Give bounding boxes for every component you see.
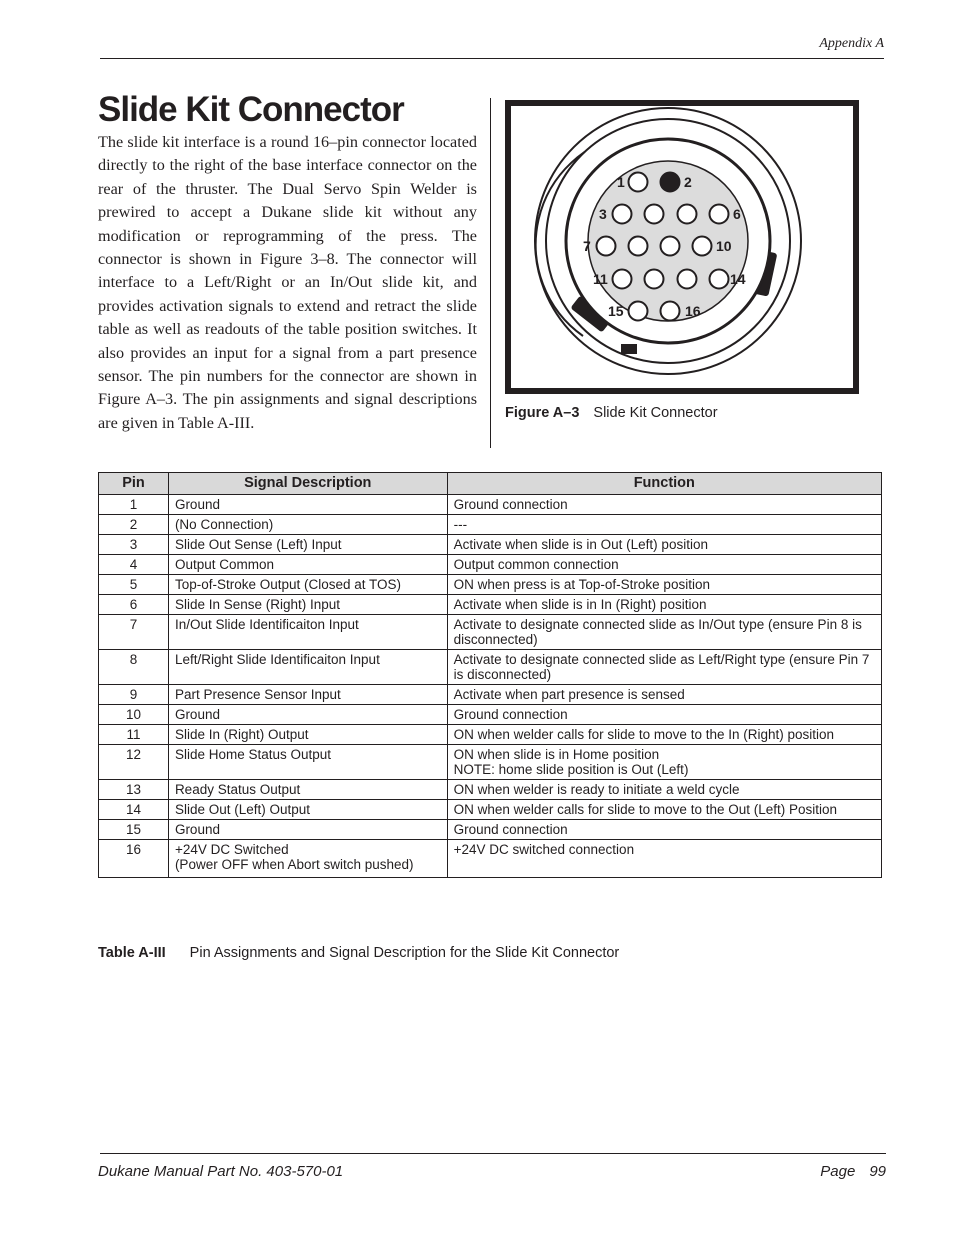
function-cell: Ground connection bbox=[447, 705, 881, 725]
connector-figure bbox=[505, 100, 859, 394]
signal-cell: Ground bbox=[168, 705, 447, 725]
pin-cell: 4 bbox=[99, 555, 169, 575]
signal-cell: Slide Out (Left) Output bbox=[168, 800, 447, 820]
table-row bbox=[99, 615, 882, 650]
pin-label-16: 16 bbox=[685, 303, 701, 319]
signal-cell: Ground bbox=[168, 820, 447, 840]
table-caption bbox=[98, 945, 619, 961]
running-header: Appendix A bbox=[819, 36, 884, 51]
function-cell: Output common connection bbox=[447, 555, 881, 575]
pin-label-14: 14 bbox=[730, 271, 746, 287]
function-cell: Ground connection bbox=[447, 820, 881, 840]
connector-diagram bbox=[511, 106, 853, 388]
pin-cell: 14 bbox=[99, 800, 169, 820]
pin-cell: 6 bbox=[99, 595, 169, 615]
page-number-value: 99 bbox=[869, 1163, 886, 1180]
pin-cell: 2 bbox=[99, 515, 169, 535]
page-number bbox=[820, 1163, 886, 1180]
pin-label-2: 2 bbox=[684, 174, 692, 190]
pin-label-3: 3 bbox=[599, 206, 607, 222]
table-row bbox=[99, 595, 882, 615]
pin-cell: 16 bbox=[99, 840, 169, 878]
column-header-function: Function bbox=[447, 473, 881, 495]
figure-caption bbox=[505, 405, 718, 421]
body-paragraph: The slide kit interface is a round 16–pin connector located directly to the right of the base interface connector on the rear of the thruster. The Dual Servo Spin Welder is prewired to accept a Dukane slide kit without any modification or reprogramming of the press. The connector is shown in Figure 3–8. The connector will interface to a Left/Right or an In/Out slide kit, and provides activation signals to extend and retract the slide table as well as readouts of the table position switches. It also provides an input for a signal from a part presence sensor. The pin numbers for the connector are shown in Figure A–3. The pin assignments and signal descriptions are given in Table A-III. bbox=[98, 133, 477, 432]
pin-label-6: 6 bbox=[733, 206, 741, 222]
table-row bbox=[99, 705, 882, 725]
function-cell: Activate to designate connected slide as Left/Right type (ensure Pin 7 is disconnected) bbox=[447, 650, 881, 685]
footer-rule bbox=[100, 1153, 886, 1154]
page-title: Slide Kit Connector bbox=[98, 90, 404, 129]
function-cell: ON when welder calls for slide to move to the In (Right) position bbox=[447, 725, 881, 745]
pin-label-10: 10 bbox=[716, 238, 732, 254]
table-label: Table A-III bbox=[98, 945, 166, 961]
table-row bbox=[99, 725, 882, 745]
function-cell: Activate when slide is in Out (Left) position bbox=[447, 535, 881, 555]
signal-cell: Slide In (Right) Output bbox=[168, 725, 447, 745]
table-row bbox=[99, 780, 882, 800]
pin-cell: 9 bbox=[99, 685, 169, 705]
table-row bbox=[99, 575, 882, 595]
pin-cell: 5 bbox=[99, 575, 169, 595]
pin-cell: 12 bbox=[99, 745, 169, 780]
signal-cell: Output Common bbox=[168, 555, 447, 575]
function-cell: Activate when part presence is sensed bbox=[447, 685, 881, 705]
pin-cell: 3 bbox=[99, 535, 169, 555]
column-header-pin: Pin bbox=[99, 473, 169, 495]
figure-caption-text: Slide Kit Connector bbox=[593, 405, 718, 421]
table-row bbox=[99, 820, 882, 840]
table-row bbox=[99, 555, 882, 575]
function-cell: Activate when slide is in In (Right) position bbox=[447, 595, 881, 615]
pin-cell: 11 bbox=[99, 725, 169, 745]
function-cell: ON when welder is ready to initiate a weld cycle bbox=[447, 780, 881, 800]
signal-cell: Ground bbox=[168, 495, 447, 515]
table-row bbox=[99, 685, 882, 705]
figure-label: Figure A–3 bbox=[505, 405, 580, 421]
manual-part-number: Dukane Manual Part No. 403-570-01 bbox=[98, 1163, 344, 1180]
signal-cell: Top-of-Stroke Output (Closed at TOS) bbox=[168, 575, 447, 595]
pin-label-1: 1 bbox=[617, 174, 625, 190]
table-body bbox=[99, 495, 882, 878]
pin-cell: 15 bbox=[99, 820, 169, 840]
function-cell: ON when press is at Top-of-Stroke position bbox=[447, 575, 881, 595]
column-divider bbox=[490, 98, 491, 448]
table-row bbox=[99, 840, 882, 878]
function-cell: ON when slide is in Home position NOTE: home slide position is Out (Left) bbox=[447, 745, 881, 780]
table-row bbox=[99, 515, 882, 535]
signal-cell: In/Out Slide Identificaiton Input bbox=[168, 615, 447, 650]
pin-cell: 8 bbox=[99, 650, 169, 685]
signal-cell: Left/Right Slide Identificaiton Input bbox=[168, 650, 447, 685]
page-label: Page bbox=[820, 1163, 856, 1180]
function-cell: Ground connection bbox=[447, 495, 881, 515]
pin-label-15: 15 bbox=[608, 303, 624, 319]
table-row bbox=[99, 495, 882, 515]
header-rule bbox=[100, 58, 884, 59]
table-header-row bbox=[99, 473, 882, 495]
signal-cell: Part Presence Sensor Input bbox=[168, 685, 447, 705]
signal-cell: +24V DC Switched (Power OFF when Abort switch pushed) bbox=[168, 840, 447, 878]
pin-label-7: 7 bbox=[583, 238, 591, 254]
table-row bbox=[99, 800, 882, 820]
table-row bbox=[99, 745, 882, 780]
function-cell: Activate to designate connected slide as In/Out type (ensure Pin 8 is disconnected) bbox=[447, 615, 881, 650]
pin-cell: 7 bbox=[99, 615, 169, 650]
pin-label-11: 11 bbox=[593, 271, 608, 287]
function-cell: +24V DC switched connection bbox=[447, 840, 881, 878]
pin-cell: 13 bbox=[99, 780, 169, 800]
pin-cell: 10 bbox=[99, 705, 169, 725]
pin-assignment-table bbox=[98, 472, 882, 878]
function-cell: --- bbox=[447, 515, 881, 535]
signal-cell: (No Connection) bbox=[168, 515, 447, 535]
table-row bbox=[99, 650, 882, 685]
signal-cell: Slide In Sense (Right) Input bbox=[168, 595, 447, 615]
column-header-signal: Signal Description bbox=[168, 473, 447, 495]
signal-cell: Ready Status Output bbox=[168, 780, 447, 800]
signal-cell: Slide Out Sense (Left) Input bbox=[168, 535, 447, 555]
signal-cell: Slide Home Status Output bbox=[168, 745, 447, 780]
pin-cell: 1 bbox=[99, 495, 169, 515]
function-cell: ON when welder calls for slide to move to the Out (Left) Position bbox=[447, 800, 881, 820]
table-row bbox=[99, 535, 882, 555]
table-caption-text: Pin Assignments and Signal Description for the Slide Kit Connector bbox=[189, 945, 620, 961]
